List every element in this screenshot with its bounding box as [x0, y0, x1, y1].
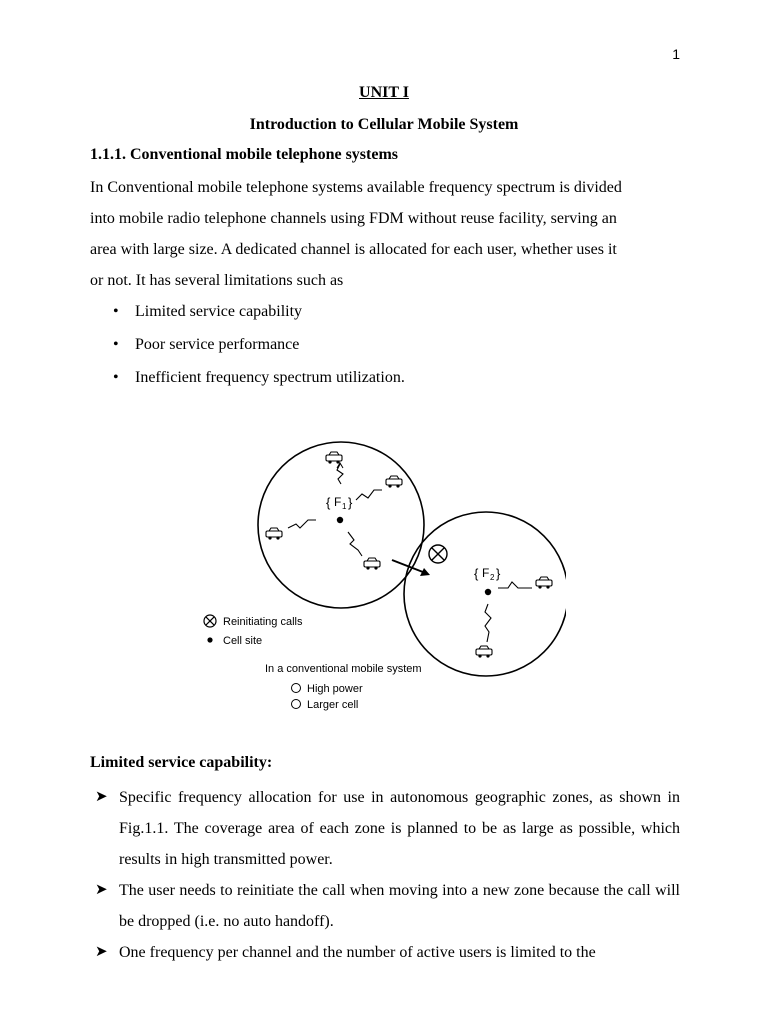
radio-link	[356, 490, 382, 500]
intro-line: into mobile radio telephone channels using FDM without reuse facility, serving an	[90, 210, 617, 227]
intro-line: or not. It has several limitations such as	[90, 272, 344, 289]
reinitiating-call-icon	[429, 545, 447, 563]
legend-cell-site-dot	[207, 637, 212, 642]
conventional-system-figure	[196, 432, 566, 722]
cell-2-boundary	[404, 512, 566, 676]
svg-text:}: }	[348, 495, 353, 510]
limited-service-points	[95, 782, 680, 968]
chapter-title: Introduction to Cellular Mobile System	[249, 116, 519, 133]
radio-link	[288, 520, 316, 528]
svg-text:1: 1	[342, 502, 347, 511]
option-circle	[292, 684, 301, 693]
svg-text:{: {	[474, 566, 479, 581]
list-item: ➤ One frequency per channel and the number of active users is limited to the	[95, 937, 680, 968]
radio-link	[348, 532, 362, 556]
legend-cell-site-label: Cell site	[223, 635, 263, 647]
limitations-list	[110, 300, 405, 399]
intro-paragraph	[90, 172, 680, 296]
section-heading: 1.1.1. Conventional mobile telephone systems	[90, 146, 398, 163]
legend-reinitiating	[204, 615, 216, 627]
unit-heading: UNIT I	[359, 84, 409, 101]
cell-site-dot	[485, 589, 491, 595]
cell-1-frequency-label	[326, 495, 353, 511]
car-icon	[476, 646, 492, 658]
subsection-heading: Limited service capability:	[90, 754, 273, 771]
list-item: ➤ Specific frequency allocation for use in autonomous geographic zones, as shown in Fig.1.1. The coverage area of each zone is planned to be as large as possible, which results in high transmitted power.	[95, 782, 680, 875]
radio-link	[485, 604, 491, 642]
option-circle	[292, 700, 301, 709]
svg-text:F: F	[482, 566, 490, 580]
arrow-bullet-icon: ➤	[95, 789, 108, 805]
arrow-bullet-icon: ➤	[95, 944, 108, 960]
cell-1-boundary	[258, 442, 424, 608]
figure-caption: In a conventional mobile system	[265, 663, 422, 675]
car-icon	[364, 558, 380, 570]
cell-site-dot	[337, 517, 343, 523]
svg-text:{: {	[326, 495, 331, 510]
car-icon	[266, 528, 282, 540]
page-number: 1	[672, 46, 680, 62]
cell-2-frequency-label	[474, 566, 501, 582]
list-item: • Limited service capability	[110, 300, 405, 333]
intro-line: In Conventional mobile telephone systems available frequency spectrum is divided	[90, 179, 622, 196]
intro-line: area with large size. A dedicated channel is allocated for each user, whether uses it	[90, 241, 617, 258]
svg-text:F: F	[334, 495, 342, 509]
legend-reinitiating-label: Reinitiating calls	[223, 616, 303, 628]
car-icon	[386, 476, 402, 488]
radio-link	[498, 582, 532, 588]
svg-text:2: 2	[490, 573, 495, 582]
list-item: • Poor service performance	[110, 333, 405, 366]
figure-item-larger-cell: Larger cell	[307, 699, 359, 711]
list-item: ➤ The user needs to reinitiate the call when moving into a new zone because the call will be dropped (i.e. no auto handoff).	[95, 875, 680, 937]
list-item: • Inefficient frequency spectrum utilization.	[110, 366, 405, 399]
figure-item-high-power: High power	[307, 683, 363, 695]
figure-diagram	[196, 432, 566, 722]
svg-text:}: }	[496, 566, 501, 581]
car-icon	[536, 577, 552, 589]
arrow-bullet-icon: ➤	[95, 882, 108, 898]
car-icon	[326, 452, 342, 464]
